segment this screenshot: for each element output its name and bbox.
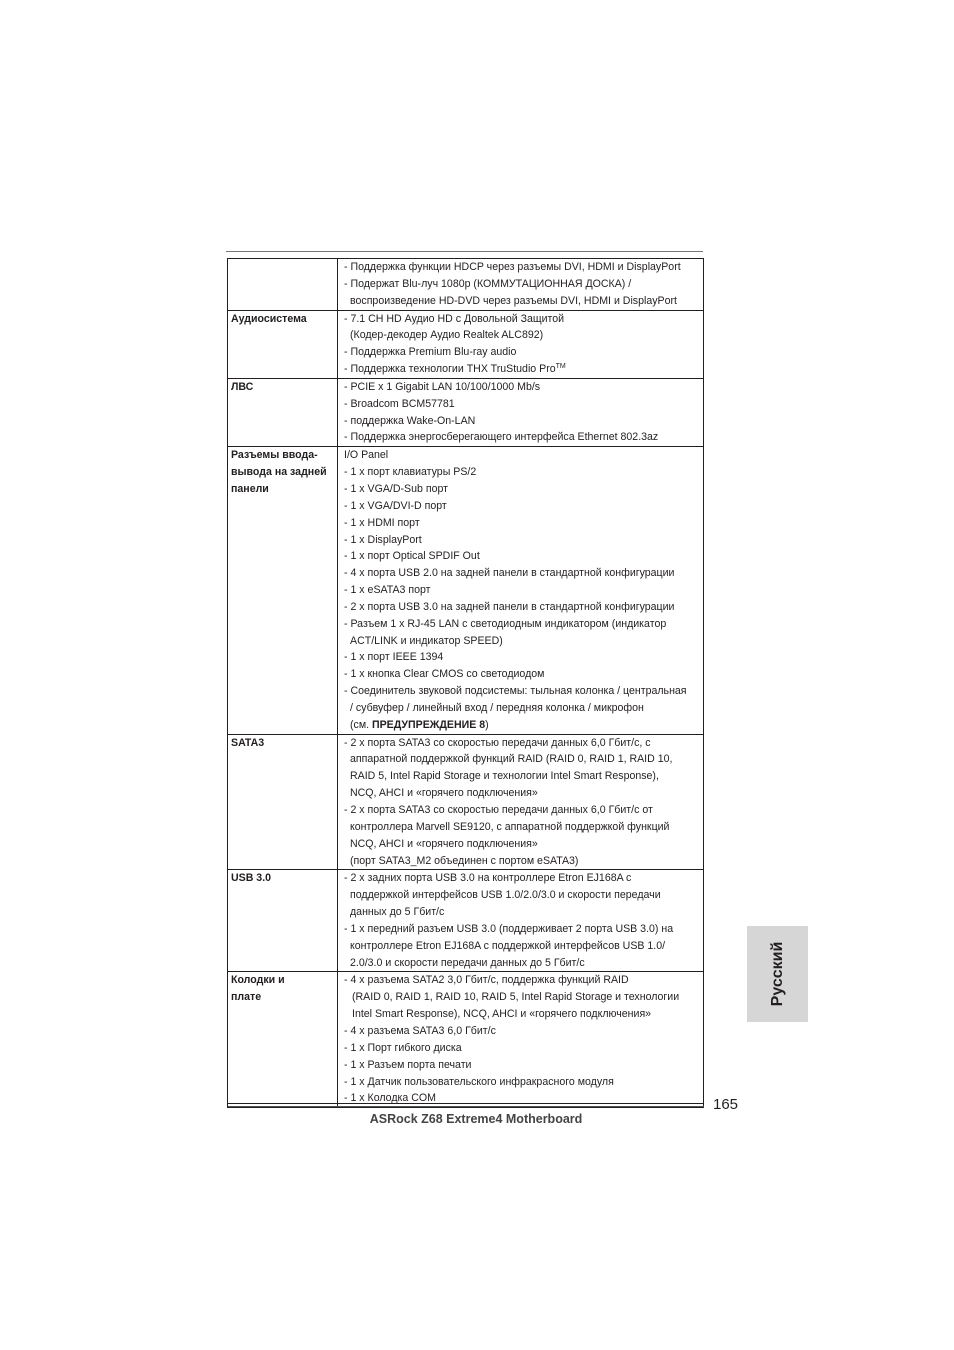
list-item: воспроизведение HD-DVD через разъемы DVI, HDMI и DisplayPort: [350, 294, 677, 307]
row-label: Разъемы ввода- вывода на задней панели: [228, 447, 338, 734]
list-item: - 1 x кнопка Clear CMOS со светодиодом: [344, 668, 545, 681]
list-item: 2.0/3.0 и скорости передачи данных до 5 Гбит/с: [350, 956, 585, 969]
list-item: аппаратной поддержкой функций RAID (RAID 0, RAID 1, RAID 10,: [350, 753, 673, 766]
list-item: - 1 x VGA/DVI-D порт: [344, 499, 447, 512]
list-item: - 4 x порта USB 2.0 на задней панели в стандартной конфигурации: [344, 567, 675, 580]
list-item: NCQ, AHCI и «горячего подключения»: [350, 837, 538, 850]
list-item: - 2 x задних порта USB 3.0 на контроллере Etron EJ168A с: [344, 872, 632, 885]
row-label: USB 3.0: [228, 870, 338, 972]
list-item: - Подержат Blu-луч 1080p (КОММУТАЦИОННАЯ ДОСКА) /: [344, 277, 632, 290]
list-item: - 1 x eSATA3 порт: [344, 584, 431, 597]
list-item: - 1 x Датчик пользовательского инфракрасного модуля: [344, 1075, 614, 1088]
row-value: [338, 259, 704, 311]
list-item: NCQ, AHCI и «горячего подключения»: [350, 787, 538, 800]
list-item: - Поддержка функции HDCP через разъемы DVI, HDMI и DisplayPort: [344, 261, 681, 273]
list-item: ACT/LINK и индикатор SPEED): [350, 634, 503, 647]
list-item: - 1 x Колодка COM: [344, 1092, 436, 1105]
list-item: - 1 x Порт гибкого диска: [344, 1041, 462, 1054]
list-item: - PCIE x 1 Gigabit LAN 10/100/1000 Mb/s: [344, 380, 541, 393]
list-item: данных до 5 Гбит/с: [350, 906, 445, 919]
bottom-rule: [228, 1103, 704, 1104]
row-label: [228, 259, 338, 311]
list-item: - 1 x HDMI порт: [344, 516, 420, 529]
bottom-rule: [228, 1106, 704, 1107]
list-item: - Соединитель звуковой подсистемы: тыльная колонка / центральная: [344, 685, 687, 698]
list-item: I/O Panel: [344, 449, 389, 462]
list-item: - 4 x разъема SATA3 6,0 Гбит/с: [344, 1024, 496, 1037]
spec-row-audio: [228, 310, 704, 378]
list-item: - поддержка Wake-On-LAN: [344, 414, 476, 427]
top-rule: [226, 251, 703, 252]
row-label: Аудиосистема: [228, 310, 338, 378]
row-value: [338, 310, 704, 378]
language-tab: [747, 926, 808, 1022]
spec-row-sata3: [228, 734, 704, 870]
list-item: - 4 x разъема SATA2 3,0 Гбит/с, поддержка функций RAID: [344, 974, 629, 987]
page-number: 165: [713, 1096, 739, 1113]
row-value: [338, 447, 704, 734]
list-item: - Разъем 1 x RJ-45 LAN с светодиодным индикатором (индикатор: [344, 617, 667, 630]
list-item: - Поддержка энергосберегающего интерфейса Ethernet 802.3az: [344, 431, 659, 444]
list-item: Intel Smart Response), NCQ, AHCI и «горячего подключения»: [352, 1008, 652, 1021]
list-item: контроллера Marvell SE9120, с аппаратной поддержкой функций: [350, 820, 670, 833]
row-value: [338, 734, 704, 870]
list-item: - 1 x VGA/D-Sub порт: [344, 482, 448, 495]
list-item: - Broadcom BCM57781: [344, 397, 455, 410]
spec-row-usb3: [228, 870, 704, 972]
spec-row-headers: [228, 972, 704, 1108]
list-item: - 1 x порт клавиатуры PS/2: [344, 466, 477, 479]
list-item: - 1 x передний разъем USB 3.0 (поддерживает 2 порта USB 3.0) на: [344, 922, 674, 935]
list-item: - 1 x Разъем порта печати: [344, 1058, 472, 1071]
spec-row-rear-panel: [228, 447, 704, 734]
warning-note: (см. ПРЕДУПРЕЖДЕНИЕ 8): [350, 718, 489, 731]
list-item: RAID 5, Intel Rapid Storage и технологии Intel Smart Response),: [350, 770, 659, 783]
list-item: контроллере Etron EJ168A с поддержкой интерфейсов USB 1.0/: [350, 939, 666, 952]
spec-table: [227, 258, 704, 1108]
row-value: [338, 870, 704, 972]
list-item: - 1 x порт Optical SPDIF Out: [344, 550, 480, 563]
row-value: [338, 972, 704, 1108]
list-item: - 2 x порта SATA3 со скоростью передачи данных 6,0 Гбит/с от: [344, 804, 653, 816]
list-item: (Кодер-декодер Аудио Realtek ALC892): [350, 329, 544, 342]
list-item: - 2 x порта USB 3.0 на задней панели в стандартной конфигурации: [344, 600, 675, 613]
row-value: [338, 378, 704, 446]
list-item: - Поддержка технологии THX TruStudio Pro™: [344, 363, 566, 376]
row-label: Колодки и плате: [228, 972, 338, 1108]
list-item: - Поддержка Premium Blu-ray audio: [344, 346, 517, 359]
trademark-mark: TM: [555, 363, 566, 371]
language-tab-label: Русский: [768, 941, 786, 1007]
list-item: (RAID 0, RAID 1, RAID 10, RAID 5, Intel Rapid Storage и технологии: [352, 991, 680, 1004]
spec-row-lan: [228, 378, 704, 446]
row-label: SATA3: [228, 734, 338, 870]
list-item: - 1 x DisplayPort: [344, 533, 422, 546]
list-item: (порт SATA3_M2 объединен с портом eSATA3): [350, 854, 579, 867]
list-item: / субвуфер / линейный вход / передняя колонка / микрофон: [350, 701, 644, 714]
footer-title: ASRock Z68 Extreme4 Motherboard: [369, 1112, 583, 1126]
list-item: - 2 x порта SATA3 со скоростью передачи данных 6,0 Гбит/с, с: [344, 736, 651, 749]
spec-row-graphics-cont: [228, 259, 704, 311]
list-item: - 1 x порт IEEE 1394: [344, 651, 444, 664]
row-label: ЛВС: [228, 378, 338, 446]
list-item: - 7.1 CH HD Аудио HD с Довольной Защитой: [344, 312, 565, 325]
list-item: поддержкой интерфейсов USB 1.0/2.0/3.0 и скорости передачи: [350, 889, 661, 902]
